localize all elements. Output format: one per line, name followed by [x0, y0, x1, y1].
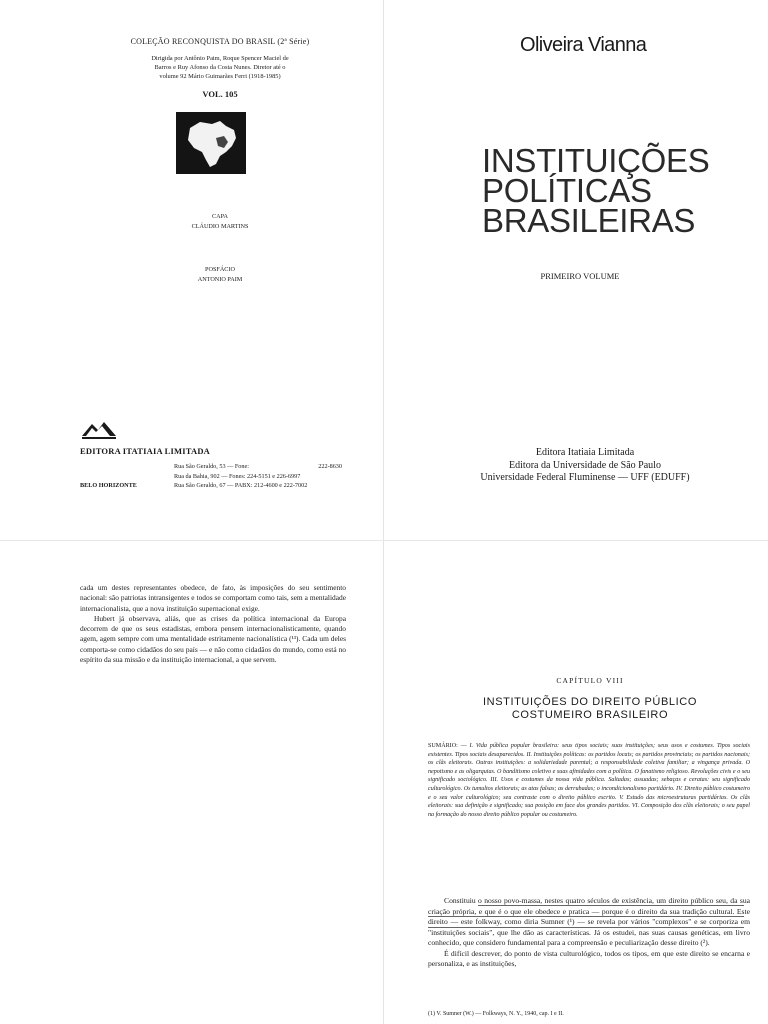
author-name: Oliveira Vianna	[520, 34, 647, 56]
publishers-block	[440, 447, 730, 485]
title-line: INSTITUIÇÕES	[482, 142, 710, 179]
pen-underline	[478, 905, 744, 906]
direction-line: Barros e Ruy Afonso da Costa Nunes. Diretor até o	[154, 64, 286, 71]
afterword-credit	[100, 265, 340, 285]
capa-label: CAPA	[212, 213, 228, 220]
paragraph: Constituiu o nosso povo-massa, nestes quatro séculos de existência, um direito público seu, da sua criação própria, e que é o que ele obedece e pratica — porque é o direito da sua tradição cultural. Este direito — este folkway, como diria Sumner (¹) — se revela por vários "complexos" e se corporiza em "instituições sociais", que lhe dão as características. Já os estudei, nas suas causas genéticas, em livro conhecido, que considero fundamental para a compreensão e peculiarização desse direito (²).	[428, 896, 750, 947]
chapter-title	[440, 696, 740, 722]
series-block	[100, 37, 340, 81]
paragraph: Hubert já observava, aliás, que as crises da política internacional da Europa decorrem de que os seus estadistas, embora pensem internacionalisticamente, quando agem, agem sempre com uma mentalidade estritamente nacionalística (¹³). Cada um deles comporta-se como cidadãos do seu país — e não como cidadãos do mundo, como está no espírito da sua missão e da instituição internacional, a que servem.	[80, 613, 346, 665]
address-row	[80, 462, 342, 472]
publisher-name: EDITORA ITATIAIA LIMITADA	[80, 446, 211, 456]
page-gutter-vertical	[383, 0, 384, 1024]
pen-underline	[428, 916, 744, 917]
publisher-line: Editora Itatiaia Limitada	[535, 447, 635, 458]
title-line: BRASILEIRAS	[482, 202, 696, 239]
chapter-label: CAPÍTULO VIII	[556, 676, 624, 685]
book-title	[482, 142, 710, 239]
brazil-map-logo	[176, 112, 246, 174]
address-street: Rua São Geraldo, 67 — PABX: 212-4600 e 222-7002	[174, 482, 308, 489]
cover-credit	[100, 212, 340, 232]
paragraph: É difícil descrever, do ponto de vista culturológico, todos os tipos, em que este direito se encarna e personaliza, e as instituições,	[428, 948, 750, 968]
right-page-text	[428, 896, 750, 970]
posfacio-label: POSFÁCIO	[205, 266, 235, 273]
series-heading: COLEÇÃO RECONQUISTA DO BRASIL (2ª Série)	[130, 37, 310, 46]
volume-label: PRIMEIRO VOLUME	[540, 271, 620, 281]
volume-number: VOL. 105	[202, 89, 238, 99]
pen-underline	[428, 927, 744, 928]
summary-text: I. Vida pública popular brasileira: seus tipos sociais; suas instituições; seus usos e costumes. Tipos sociais existentes. Tipos sociais desaparecidos. II. Instituições políticas: os partidos locais; os partidos provinciais; os partidos nacionais; os clãs eleitorais. Outras instituições: a solidariedade parental; a responsabilidade coletiva familiar; a vingança privada. O nepotismo e as oligarquias. O banditismo coletivo e suas afinidades com a política. O fanatismo religioso. Revoluções civis e o seu significado sociológico. III. Usos e costumes da nossa vida pública. Saltadas; assuadas; sebaças e ceratas: seu significado culturológico. Os tumultos eleitorais; as atas falsas; as derrubadas; o incondicionalismo partidário. IV. Direito público costumeiro e o seu valor culturológico; seu contraste com o direito público escrito. V. Estudo das microestruturas partidárias. Os clãs eleitorais: sua definição e significado; sua posição em face dos grandes partidos. VI. Composição dos clãs eleitorais; o seu papel na formação do nosso direito público popular ou costumeiro.	[428, 743, 750, 818]
direction-line: volume 92 Mário Guimarães Ferri (1918-1985)	[159, 73, 281, 80]
address-city: BELO HORIZONTE	[80, 482, 137, 489]
left-page-text	[80, 583, 346, 665]
title-line: POLÍTICAS	[482, 172, 652, 209]
publisher-line: Universidade Federal Fluminense — UFF (EDUFF)	[480, 472, 690, 483]
address-phone: 222-8630	[318, 463, 342, 470]
summary-lead: SUMÁRIO: —	[428, 743, 470, 749]
capa-name: CLÁUDIO MARTINS	[191, 223, 249, 230]
posfacio-name: ANTONIO PAIM	[197, 276, 243, 283]
paragraph: cada um destes representantes obedece, de fato, às imposições do seu sentimento nacional: são patriotas intransigentes e todos se comportam como tais, sem a mentalidade internacionalista, que a nova instituição supernacional exige.	[80, 583, 346, 613]
address-row	[80, 481, 342, 491]
page-gutter-horizontal	[0, 540, 768, 541]
itatiaia-mountain-logo	[80, 418, 118, 440]
chapter-summary	[428, 742, 750, 819]
address-street: Rua São Geraldo, 53 — Fone:	[174, 463, 249, 470]
direction-line: Dirigida por Antônio Paim, Roque Spencer Maciel de	[151, 55, 289, 62]
publisher-line: Editora da Universidade de São Paulo	[509, 459, 661, 471]
chapter-title-line: INSTITUIÇÕES DO DIREITO PÚBLICO	[483, 696, 697, 708]
publisher-address	[80, 462, 342, 491]
address-street: Rua da Bahia, 902 — Fones: 224-5151 e 226-6997	[174, 472, 301, 480]
chapter-title-line: COSTUMEIRO BRASILEIRO	[511, 709, 669, 721]
address-row	[80, 472, 342, 482]
series-direction	[100, 54, 340, 81]
footnote: (1) V. Sumner (W.) — Folkways, N. Y., 1940, cap. I e II.	[428, 1011, 564, 1017]
